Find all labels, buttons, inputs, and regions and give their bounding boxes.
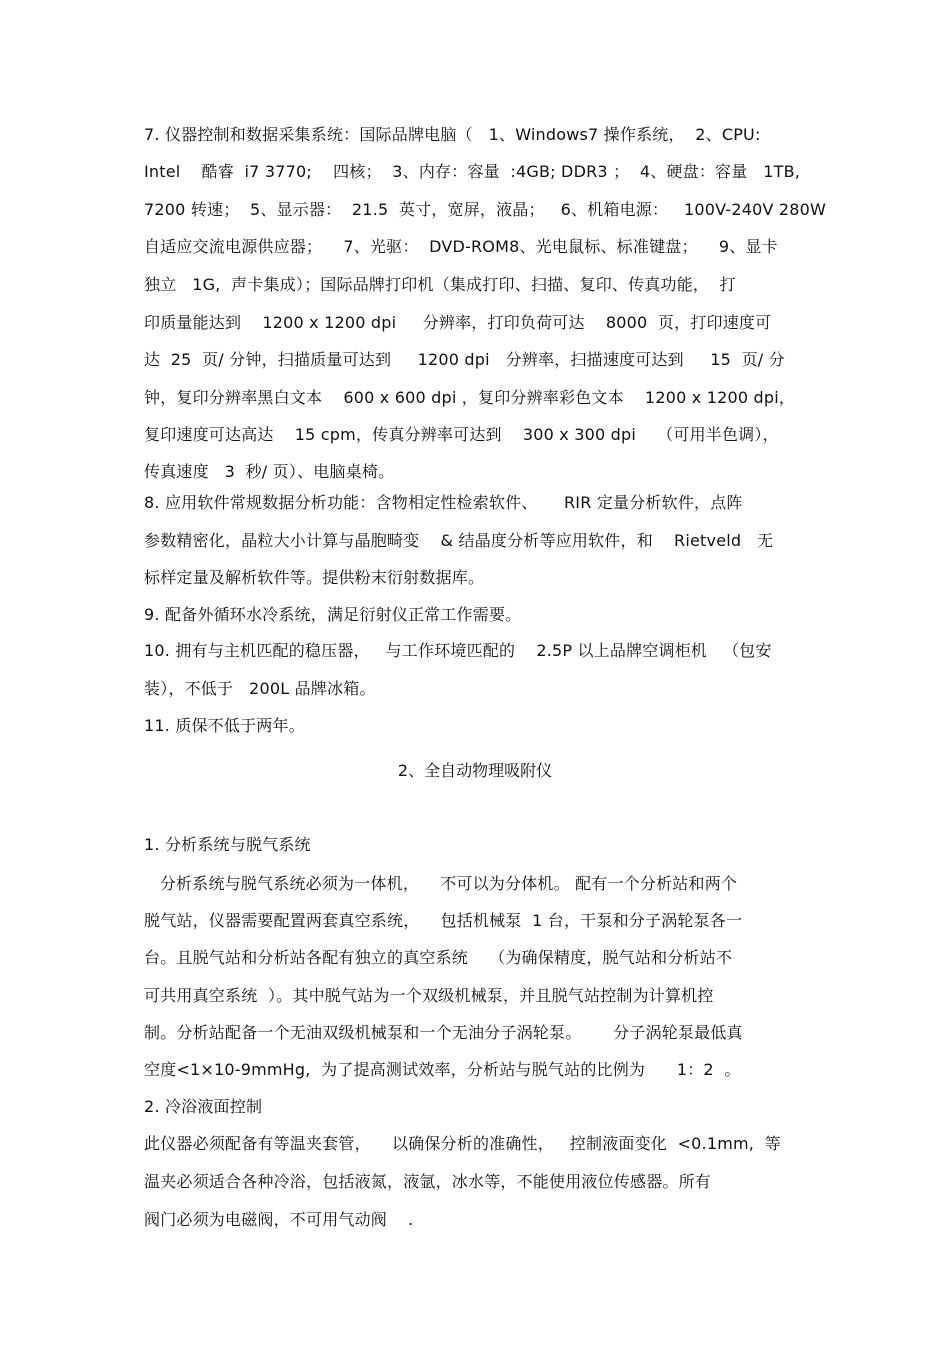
item-7-line: 钟，复印分辨率黑白文本 600 x 600 dpi ，复印分辨率彩色文本 1200 x 1200 dpi， xyxy=(144,388,796,407)
item-7-line: 达 25 页/ 分钟，扫描质量可达到 1200 dpi 分辨率，扫描速度可达到 15 页/ 分 xyxy=(144,350,785,369)
item-7-line: 独立 1G, 声卡集成）；国际品牌打印机（集成打印、扫描、复印、传真功能， 打 xyxy=(144,275,736,294)
section-heading: 2、全自动物理吸附仪 xyxy=(397,761,553,780)
item-10-line: 10. 拥有与主机匹配的稳压器， 与工作环境匹配的 2.5P 以上品牌空调柜机 （包安 xyxy=(144,641,772,660)
subsection-body-line: 可共用真空系统 ）。其中脱气站为一个双级机械泵，并且脱气站控制为计算机控 xyxy=(144,986,714,1005)
subsection-body-line: 分析系统与脱气系统必须为一体机， 不可以为分体机。 配有一个分析站和两个 xyxy=(144,874,738,893)
subsection-body-line: 台。且脱气站和分析站各配有独立的真空系统 （为确保精度，脱气站和分析站不 xyxy=(144,948,733,967)
item-8-line: 参数精密化，晶粒大小计算与晶胞畸变 & 结晶度分析等应用软件，和 Rietveld 无 xyxy=(144,531,774,550)
item-7-line: 印质量能达到 1200 x 1200 dpi 分辨率，打印负荷可达 8000 页，打印速度可 xyxy=(144,313,772,332)
subsection-body-line: 温夹必须适合各种冷浴，包括液氮，液氩，冰水等，不能使用液位传感器。所有 xyxy=(144,1172,712,1191)
subsection-body-line: 此仪器必须配备有等温夹套管， 以确保分析的准确性， 控制液面变化 <0.1mm, 等 xyxy=(144,1134,781,1153)
item-9-line: 9. 配备外循环水冷系统，满足衍射仪正常工作需要。 xyxy=(144,605,522,624)
subsection-title: 2. 冷浴液面控制 xyxy=(144,1097,263,1116)
subsection-body-line: 空度<1×10-9mmHg, 为了提高测试效率，分析站与脱气站的比例为 1：2 。 xyxy=(144,1060,741,1079)
item-10-line: 装），不低于 200L 品牌冰箱。 xyxy=(144,679,376,698)
item-7-line: Intel 酷睿 i7 3770; 四核； 3、内存：容量 :4GB; DDR3 ； 4、硬盘：容量 1TB, xyxy=(144,162,801,181)
subsection-title: 1. 分析系统与脱气系统 xyxy=(144,835,311,854)
item-7-line: 7200 转速； 5、显示器： 21.5 英寸，宽屏，液晶； 6、机箱电源： 100V-240V 280W xyxy=(144,200,827,219)
subsection-body-line: 阀门必须为电磁阀，不可用气动阀 . xyxy=(144,1210,414,1229)
subsection-body-line: 脱气站，仪器需要配置两套真空系统， 包括机械泵 1 台，干泵和分子涡轮泵各一 xyxy=(144,911,743,930)
item-7-line: 自适应交流电源供应器； 7、光驱： DVD-ROM8、光电鼠标、标准键盘； 9、显卡 xyxy=(144,237,778,256)
item-8-line: 标样定量及解析软件等。提供粉末衍射数据库。 xyxy=(144,568,485,587)
item-7-line: 7. 仪器控制和数据采集系统：国际品牌电脑（ 1、Windows7 操作系统， 2、CPU: xyxy=(144,125,761,144)
item-11-line: 11. 质保不低于两年。 xyxy=(144,716,305,735)
subsection-body-line: 制。分析站配备一个无油双级机械泵和一个无油分子涡轮泵。 分子涡轮泵最低真 xyxy=(144,1023,743,1042)
item-7-line: 传真速度 3 秒/ 页）、电脑桌椅。 xyxy=(144,462,395,481)
item-7-line: 复印速度可达高达 15 cpm，传真分辨率可达到 300 x 300 dpi （可用半色调）， xyxy=(144,425,779,444)
item-8-line: 8. 应用软件常规数据分析功能：含物相定性检索软件、 RIR 定量分析软件，点阵 xyxy=(144,493,743,512)
